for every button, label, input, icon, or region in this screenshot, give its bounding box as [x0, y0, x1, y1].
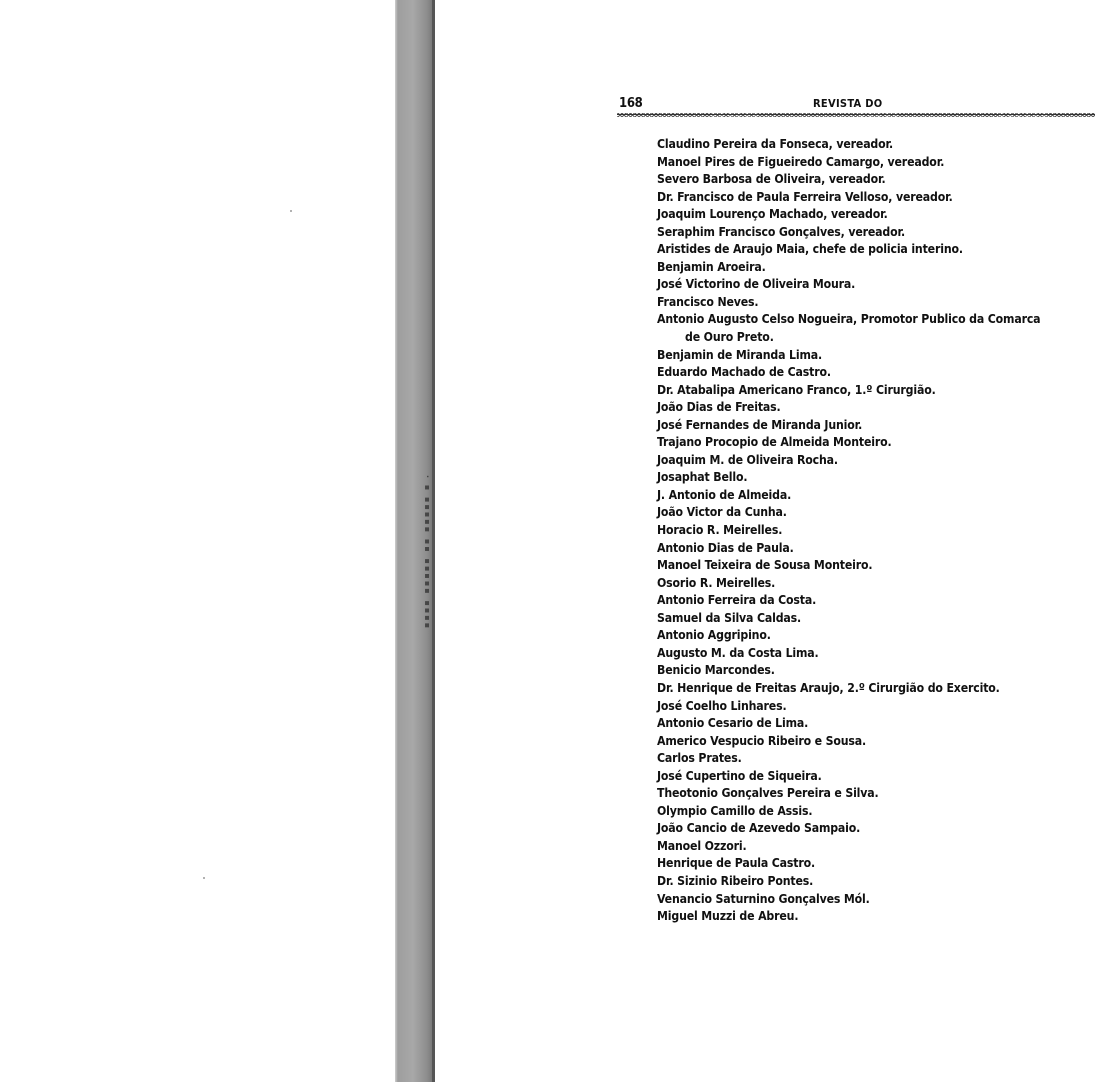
list-item: Antonio Dias de Paula. [657, 540, 794, 555]
list-item: Osorio R. Meirelles. [657, 575, 776, 590]
list-item: Augusto M. da Costa Lima. [657, 645, 819, 660]
list-item: Josaphat Bello. [657, 470, 748, 485]
list-item: João Cancio de Azevedo Sampaio. [657, 821, 861, 836]
list-item: Manoel Pires de Figueiredo Camargo, vereador. [657, 154, 945, 169]
list-item: Venancio Saturnino Gonçalves Mól. [657, 891, 870, 906]
list-item: José Victorino de Oliveira Moura. [657, 277, 856, 292]
printed-page [435, 0, 1095, 1082]
list-item: José Cupertino de Siqueira. [657, 768, 822, 783]
blank-left-page [0, 0, 395, 1082]
list-item: Benjamin de Miranda Lima. [657, 347, 822, 362]
gutter-left-edge [395, 0, 398, 1082]
list-item: João Victor da Cunha. [657, 505, 787, 520]
list-item: Joaquim M. de Oliveira Rocha. [657, 452, 838, 467]
list-item: Severo Barbosa de Oliveira, vereador. [657, 172, 886, 187]
bleed-through-glyphs: · ▪ ▪▪▪▪▪ ▪▪ ▪▪▪▪▪ ▪▪▪▪ [423, 475, 432, 631]
list-item: Miguel Muzzi de Abreu. [657, 909, 799, 924]
list-item: Americo Vespucio Ribeiro e Sousa. [657, 733, 867, 748]
list-item: Theotonio Gonçalves Pereira e Silva. [657, 786, 879, 801]
paper-speck [203, 877, 205, 879]
list-item: Dr. Francisco de Paula Ferreira Velloso, vereador. [657, 189, 953, 204]
list-item: Antonio Aggripino. [657, 628, 771, 643]
list-item: Francisco Neves. [657, 294, 759, 309]
list-item: Olympio Camillo de Assis. [657, 803, 813, 818]
list-item: Dr. Sizinio Ribeiro Pontes. [657, 873, 814, 888]
list-item: Horacio R. Meirelles. [657, 523, 783, 538]
list-item: Joaquim Lourenço Machado, vereador. [657, 207, 888, 222]
list-item: Benicio Marcondes. [657, 663, 775, 678]
list-item: João Dias de Freitas. [657, 400, 781, 415]
list-item: Trajano Procopio de Almeida Monteiro. [657, 435, 892, 450]
book-gutter [395, 0, 435, 1082]
list-item: Claudino Pereira da Fonseca, vereador. [657, 137, 894, 151]
list-item: J. Antonio de Almeida. [657, 487, 792, 502]
list-item: Aristides de Araujo Maia, chefe de policia interino. [657, 242, 963, 257]
list-item: Benjamin Aroeira. [657, 259, 766, 274]
list-item: Carlos Prates. [657, 751, 742, 766]
list-item: Antonio Ferreira da Costa. [657, 593, 817, 608]
list-item: Antonio Cesario de Lima. [657, 716, 809, 731]
list-item: Antonio Augusto Celso Nogueira, Promotor Publico da Comarca [657, 312, 1041, 327]
list-item: Samuel da Silva Caldas. [657, 610, 802, 625]
list-item: Manoel Teixeira de Sousa Monteiro. [657, 558, 873, 573]
list-item: José Fernandes de Miranda Junior. [657, 417, 863, 432]
running-head: REVISTA DO [813, 97, 883, 110]
list-item: Dr. Henrique de Freitas Araujo, 2.º Cirurgião do Exercito. [657, 680, 1000, 695]
paper-speck [290, 210, 292, 212]
page-number: 168 [619, 96, 643, 111]
list-item: Manoel Ozzori. [657, 838, 747, 853]
list-item-continuation: de Ouro Preto. [685, 330, 774, 345]
bleed-through-marks [417, 475, 432, 700]
names-list [657, 136, 1097, 926]
header-rule-line [617, 114, 1095, 115]
list-item: Dr. Atabalipa Americano Franco, 1.º Cirurgião. [657, 382, 936, 397]
list-item: Seraphim Francisco Gonçalves, vereador. [657, 224, 906, 239]
list-item: Henrique de Paula Castro. [657, 856, 816, 871]
list-item: José Coelho Linhares. [657, 698, 787, 713]
list-item: Eduardo Machado de Castro. [657, 365, 831, 380]
